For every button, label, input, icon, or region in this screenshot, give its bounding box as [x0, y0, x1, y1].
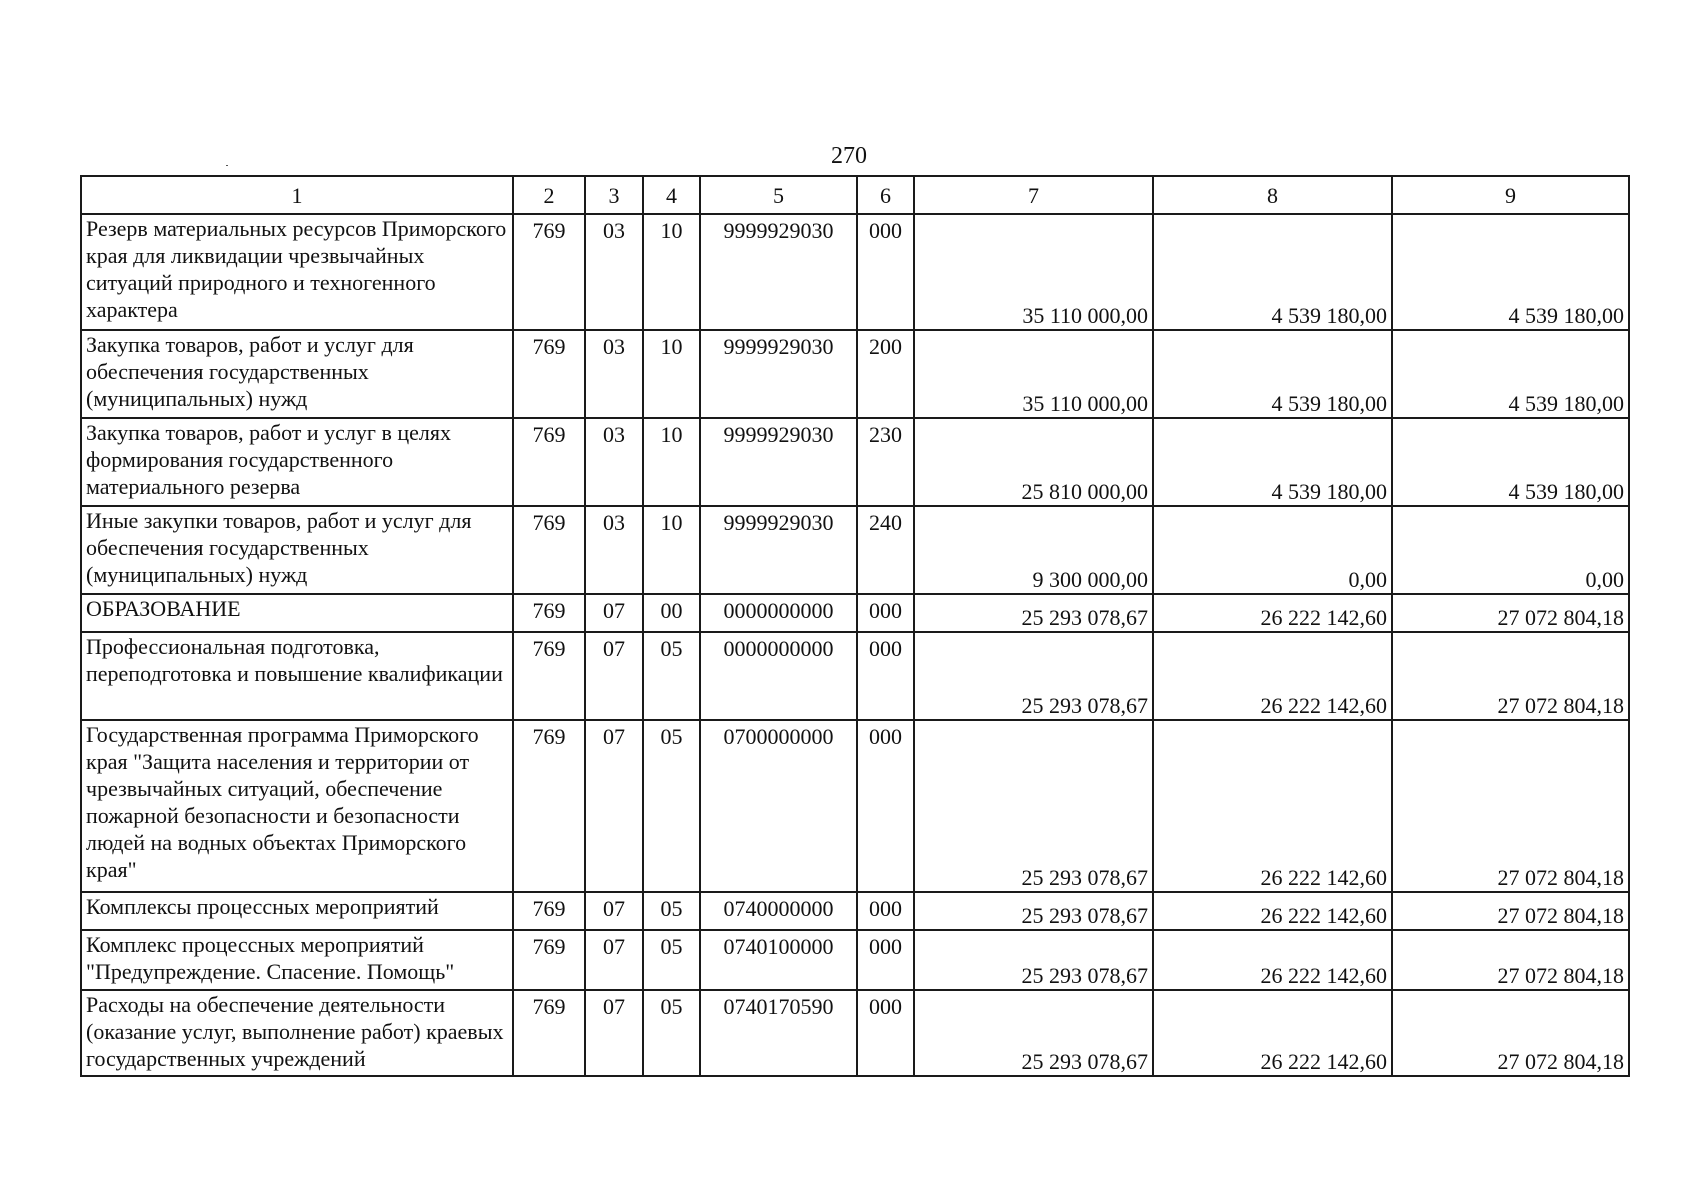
cell-code-4: 10	[643, 506, 700, 594]
table-row	[81, 892, 1629, 930]
table-row	[81, 720, 1629, 892]
row-name: ОБРАЗОВАНИЕ	[81, 594, 513, 632]
row-name: Комплексы процессных мероприятий	[81, 892, 513, 930]
cell-code-3: 07	[585, 720, 643, 892]
table-row	[81, 930, 1629, 990]
column-header: 2	[513, 176, 585, 214]
budget-table	[80, 175, 1630, 1077]
cell-code-4: 05	[643, 720, 700, 892]
cell-code-6: 000	[857, 632, 914, 720]
cell-code-3: 03	[585, 506, 643, 594]
cell-code-5: 0740000000	[700, 892, 857, 930]
cell-code-3: 07	[585, 892, 643, 930]
column-header: 5	[700, 176, 857, 214]
cell-code-2: 769	[513, 418, 585, 506]
cell-amount-7: 25 810 000,00	[914, 418, 1153, 506]
cell-code-3: 03	[585, 214, 643, 330]
cell-code-2: 769	[513, 990, 585, 1076]
cell-code-4: 05	[643, 892, 700, 930]
cell-code-3: 03	[585, 418, 643, 506]
cell-code-4: 05	[643, 990, 700, 1076]
cell-code-6: 000	[857, 990, 914, 1076]
cell-amount-8: 26 222 142,60	[1153, 720, 1392, 892]
cell-code-6: 000	[857, 594, 914, 632]
cell-amount-8: 0,00	[1153, 506, 1392, 594]
cell-amount-9: 27 072 804,18	[1392, 720, 1629, 892]
cell-amount-7: 25 293 078,67	[914, 594, 1153, 632]
cell-code-6: 230	[857, 418, 914, 506]
cell-code-5: 9999929030	[700, 330, 857, 418]
table-row	[81, 990, 1629, 1076]
column-header: 9	[1392, 176, 1629, 214]
table-row	[81, 594, 1629, 632]
cell-amount-7: 25 293 078,67	[914, 720, 1153, 892]
cell-code-5: 0700000000	[700, 720, 857, 892]
cell-code-6: 000	[857, 930, 914, 990]
column-header: 1	[81, 176, 513, 214]
table-row	[81, 330, 1629, 418]
row-name: Профессиональная подготовка, переподготовка и повышение квалификации	[81, 632, 513, 720]
cell-code-4: 05	[643, 632, 700, 720]
cell-code-4: 00	[643, 594, 700, 632]
cell-code-2: 769	[513, 594, 585, 632]
table-row	[81, 506, 1629, 594]
row-name: Иные закупки товаров, работ и услуг для обеспечения государственных (муниципальных) нужд	[81, 506, 513, 594]
cell-code-6: 000	[857, 214, 914, 330]
cell-code-5: 9999929030	[700, 214, 857, 330]
cell-amount-9: 27 072 804,18	[1392, 594, 1629, 632]
page-number: 270	[831, 143, 867, 169]
cell-code-2: 769	[513, 930, 585, 990]
cell-amount-9: 4 539 180,00	[1392, 330, 1629, 418]
cell-amount-8: 4 539 180,00	[1153, 418, 1392, 506]
cell-code-4: 10	[643, 418, 700, 506]
cell-code-2: 769	[513, 720, 585, 892]
row-name: Резерв материальных ресурсов Приморского края для ликвидации чрезвычайных ситуаций природного и техногенного характера	[81, 214, 513, 330]
column-header: 8	[1153, 176, 1392, 214]
cell-code-5: 0000000000	[700, 594, 857, 632]
cell-amount-9: 27 072 804,18	[1392, 632, 1629, 720]
row-name: Расходы на обеспечение деятельности (оказание услуг, выполнение работ) краевых государственных учреждений	[81, 990, 513, 1076]
cell-amount-9: 27 072 804,18	[1392, 990, 1629, 1076]
cell-amount-7: 25 293 078,67	[914, 990, 1153, 1076]
column-header: 6	[857, 176, 914, 214]
cell-code-2: 769	[513, 214, 585, 330]
row-name: Комплекс процессных мероприятий "Предупреждение. Спасение. Помощь"	[81, 930, 513, 990]
cell-amount-7: 9 300 000,00	[914, 506, 1153, 594]
cell-amount-9: 4 539 180,00	[1392, 214, 1629, 330]
cell-code-6: 000	[857, 892, 914, 930]
cell-code-6: 200	[857, 330, 914, 418]
cell-amount-7: 25 293 078,67	[914, 930, 1153, 990]
cell-code-5: 0000000000	[700, 632, 857, 720]
cell-amount-8: 4 539 180,00	[1153, 214, 1392, 330]
cell-amount-8: 26 222 142,60	[1153, 990, 1392, 1076]
cell-amount-8: 26 222 142,60	[1153, 594, 1392, 632]
cell-code-4: 10	[643, 330, 700, 418]
cell-code-6: 000	[857, 720, 914, 892]
cell-amount-7: 25 293 078,67	[914, 632, 1153, 720]
cell-amount-8: 26 222 142,60	[1153, 632, 1392, 720]
cell-amount-9: 27 072 804,18	[1392, 892, 1629, 930]
cell-amount-8: 26 222 142,60	[1153, 892, 1392, 930]
cell-code-5: 0740100000	[700, 930, 857, 990]
cell-amount-7: 35 110 000,00	[914, 214, 1153, 330]
cell-code-3: 03	[585, 330, 643, 418]
cell-code-2: 769	[513, 506, 585, 594]
row-name: Закупка товаров, работ и услуг для обеспечения государственных (муниципальных) нужд	[81, 330, 513, 418]
cell-code-3: 07	[585, 632, 643, 720]
table-row	[81, 214, 1629, 330]
cell-amount-9: 4 539 180,00	[1392, 418, 1629, 506]
cell-code-6: 240	[857, 506, 914, 594]
row-name: Государственная программа Приморского края "Защита населения и территории от чрезвычайных ситуаций, обеспечение пожарной безопасности и безопасности людей на водных объектах Приморского края"	[81, 720, 513, 892]
table-row	[81, 418, 1629, 506]
cell-code-3: 07	[585, 594, 643, 632]
column-header: 3	[585, 176, 643, 214]
cell-code-2: 769	[513, 892, 585, 930]
cell-amount-9: 0,00	[1392, 506, 1629, 594]
row-name: Закупка товаров, работ и услуг в целях формирования государственного материального резерва	[81, 418, 513, 506]
cell-code-3: 07	[585, 990, 643, 1076]
column-header: 7	[914, 176, 1153, 214]
column-header: 4	[643, 176, 700, 214]
cell-code-2: 769	[513, 632, 585, 720]
cell-code-2: 769	[513, 330, 585, 418]
cell-code-3: 07	[585, 930, 643, 990]
cell-code-4: 05	[643, 930, 700, 990]
cell-amount-8: 4 539 180,00	[1153, 330, 1392, 418]
cell-amount-7: 25 293 078,67	[914, 892, 1153, 930]
cell-amount-8: 26 222 142,60	[1153, 930, 1392, 990]
table-row	[81, 632, 1629, 720]
scan-speck	[226, 165, 228, 166]
cell-code-5: 0740170590	[700, 990, 857, 1076]
cell-amount-9: 27 072 804,18	[1392, 930, 1629, 990]
cell-code-5: 9999929030	[700, 506, 857, 594]
table-header-row	[81, 176, 1629, 214]
cell-code-5: 9999929030	[700, 418, 857, 506]
cell-amount-7: 35 110 000,00	[914, 330, 1153, 418]
cell-code-4: 10	[643, 214, 700, 330]
